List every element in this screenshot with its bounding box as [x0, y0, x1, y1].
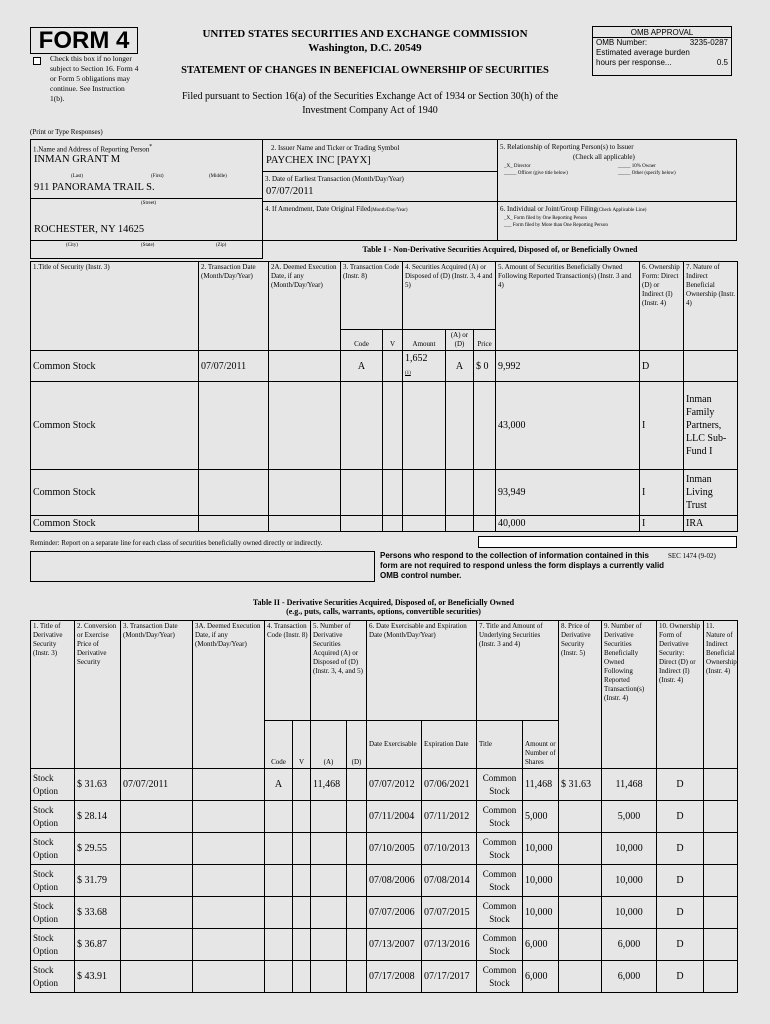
t1-amount: Amount — [403, 330, 446, 351]
t2-v-value — [293, 961, 311, 993]
t2-expiration-value: 07/06/2021 — [422, 769, 477, 801]
issuer-label: 2. Issuer Name and Ticker or Trading Symbol — [271, 144, 400, 152]
t2-h7: 7. Title and Amount of Underlying Securities (Instr. 3 and 4) — [477, 621, 559, 721]
t2-a-value — [311, 929, 347, 961]
issuer-name[interactable]: PAYCHEX INC [PAYX] — [266, 155, 371, 166]
t2-expiration-value: 07/11/2012 — [422, 801, 477, 833]
t2-a: (A) — [311, 721, 347, 769]
t2-title-value: Stock Option — [31, 769, 75, 801]
t2-title-value: Stock Option — [31, 961, 75, 993]
table-row — [31, 769, 738, 801]
t2-form-value: D — [657, 929, 704, 961]
issuer-box — [263, 139, 498, 172]
street-label: (Street) — [141, 201, 156, 206]
t1-h2a: 2A. Deemed Execution Date, if any (Month/Day/Year) — [269, 262, 341, 351]
t2-a-value — [311, 897, 347, 929]
t1-code-value: A — [341, 351, 383, 382]
t1-h2: 2. Transaction Date (Month/Day/Year) — [199, 262, 269, 351]
t2-amount-value: 11,468 — [523, 769, 559, 801]
exempt-text: Check this box if no longer subject to Section 16. Form 4 or Form 5 obligations may continue. See Instruction 1(b). — [50, 54, 139, 103]
t2-h3: 3. Transaction Date (Month/Day/Year) — [121, 621, 193, 769]
t2-code-value — [265, 833, 293, 865]
first-label: (First) — [151, 174, 164, 179]
t2-v-value — [293, 897, 311, 929]
table-row — [31, 801, 738, 833]
t2-d-value — [347, 769, 367, 801]
form-title: FORM 4 — [30, 27, 138, 54]
t1-h6: 6. Ownership Form: Direct (D) or Indirect (I) (Instr. 4) — [640, 262, 684, 351]
t2-exercisable-value: 07/10/2005 — [367, 833, 422, 865]
t2-conv-value: $ 28.14 — [75, 801, 121, 833]
t2-owned-value: 5,000 — [602, 801, 657, 833]
t2-d-value — [347, 897, 367, 929]
state-label: (State) — [141, 243, 155, 248]
t2-owned-value: 6,000 — [602, 961, 657, 993]
t2-code-value — [265, 929, 293, 961]
t1-form-value: I — [640, 516, 684, 532]
t2-exercisable-value: 07/13/2007 — [367, 929, 422, 961]
t2-deemed-value — [193, 897, 265, 929]
table-row — [31, 516, 738, 532]
t2-exercisable-value: 07/08/2006 — [367, 865, 422, 897]
t2-expiration-value: 07/07/2015 — [422, 897, 477, 929]
t2-code-value — [265, 961, 293, 993]
t2-title-value: Stock Option — [31, 865, 75, 897]
omb-title: OMB APPROVAL — [593, 27, 731, 38]
t1-nature-value: Inman Family Partners, LLC Sub-Fund I — [684, 382, 738, 470]
t2-v-value — [293, 801, 311, 833]
t2-h4: 4. Transaction Code (Instr. 8) — [265, 621, 311, 721]
t1-owned-value: 9,992 — [496, 351, 640, 382]
t1-nature-value — [684, 351, 738, 382]
statement-title: STATEMENT OF CHANGES IN BENEFICIAL OWNERSHIP OF SECURITIES — [181, 65, 549, 76]
t2-a-value — [311, 865, 347, 897]
omb-hours-label: hours per response... — [596, 58, 672, 67]
t2-a-value — [311, 801, 347, 833]
t2-conv-value: $ 31.79 — [75, 865, 121, 897]
table-row — [31, 833, 738, 865]
t2-price-value — [559, 961, 602, 993]
footnote-link[interactable]: (1) — [405, 371, 411, 376]
t2-expiration-value: 07/10/2013 — [422, 833, 477, 865]
middle-label: (Middle) — [209, 174, 227, 179]
t1-form-value: I — [640, 382, 684, 470]
earliest-transaction-date[interactable]: 07/07/2011 — [266, 186, 314, 197]
omb-approval-box — [592, 26, 732, 76]
t2-exercisable-value: 07/11/2004 — [367, 801, 422, 833]
t2-deemed-value — [193, 833, 265, 865]
omb-hours-value: 0.5 — [716, 58, 728, 67]
table2-title-line: Table II - Derivative Securities Acquired, Disposed of, or Beneficially Owned — [252, 598, 515, 607]
t2-h9: 9. Number of Derivative Securities Beneficially Owned Following Reported Transaction(s) (Instr. 4) — [602, 621, 657, 769]
t2-conv-value: $ 43.91 — [75, 961, 121, 993]
t2-code-value — [265, 865, 293, 897]
t2-code: Code — [265, 721, 293, 769]
table-row — [31, 929, 738, 961]
reporting-person-box — [30, 139, 263, 241]
t2-h2: 2. Conversion or Exercise Price of Derivative Security — [75, 621, 121, 769]
ten-percent-owner-option[interactable]: _____ 10% Owner — [618, 164, 656, 169]
reminder-blank-box — [478, 536, 737, 548]
t2-date-value — [121, 929, 193, 961]
t2-a-value — [311, 833, 347, 865]
t1-security: Common Stock — [31, 470, 199, 516]
table2-derivative — [30, 620, 738, 993]
t2-amount-value: 6,000 — [523, 929, 559, 961]
t1-security: Common Stock — [31, 382, 199, 470]
t1-h1: 1.Title of Security (Instr. 3) — [31, 262, 199, 351]
t2-form-value: D — [657, 865, 704, 897]
t1-v-value — [383, 351, 403, 382]
table2-header-row — [31, 621, 738, 721]
table1-title: Table I - Non-Derivative Securities Acquired, Disposed of, or Beneficially Owned — [362, 245, 638, 254]
t2-exercisable-value: 07/07/2012 — [367, 769, 422, 801]
t1-price: Price — [474, 330, 496, 351]
t2-v-value — [293, 865, 311, 897]
omb-number-label: OMB Number: — [596, 38, 648, 47]
t2-date-value — [121, 961, 193, 993]
t2-underlying-value: Common Stock — [477, 801, 523, 833]
t1-v: V — [383, 330, 403, 351]
t1-form-value: I — [640, 470, 684, 516]
agency-name: UNITED STATES SECURITIES AND EXCHANGE COMMISSION — [202, 28, 528, 40]
t2-form-value: D — [657, 801, 704, 833]
t2-nature-value — [704, 929, 738, 961]
t2-date-value — [121, 865, 193, 897]
t1-nature-value: IRA — [684, 516, 738, 532]
t2-expiration-value: 07/17/2017 — [422, 961, 477, 993]
t2-deemed-value — [193, 929, 265, 961]
t2-d: (D) — [347, 721, 367, 769]
t1-h7: 7. Nature of Indirect Beneficial Ownership (Instr. 4) — [684, 262, 738, 351]
t2-a-value — [311, 961, 347, 993]
t2-h1: 1. Title of Derivative Security (Instr. 3) — [31, 621, 75, 769]
earliest-transaction-label: 3. Date of Earliest Transaction (Month/Day/Year) — [265, 175, 404, 183]
t2-title-value: Stock Option — [31, 801, 75, 833]
table2-subtitle: (e.g., puts, calls, warrants, options, convertible securities) — [286, 607, 481, 616]
t2-form-value: D — [657, 897, 704, 929]
more-persons-option[interactable]: ___ Form filed by More than One Reporting Person — [504, 223, 608, 228]
t1-nature-value: Inman Living Trust — [684, 470, 738, 516]
t2-deemed-value — [193, 801, 265, 833]
omb-number-value: 3235-0287 — [689, 38, 728, 47]
check-all-label: (Check all applicable) — [573, 153, 635, 161]
relationship-box — [498, 139, 737, 202]
t2-amount-value: 5,000 — [523, 801, 559, 833]
t2-price-value — [559, 929, 602, 961]
t2-conv-value: $ 36.87 — [75, 929, 121, 961]
t2-date-value — [121, 801, 193, 833]
filing-type-box — [498, 202, 737, 241]
table-row — [31, 961, 738, 993]
t2-underlying-value: Common Stock — [477, 769, 523, 801]
one-person-option[interactable]: _X_ Form filed by One Reporting Person — [504, 216, 588, 221]
t2-v-value — [293, 929, 311, 961]
t2-expiration-value: 07/13/2016 — [422, 929, 477, 961]
filed-line-1: Filed pursuant to Section 16(a) of the Securities Exchange Act of 1934 or Section 30(h) of the — [181, 91, 559, 102]
t2-title-value: Stock Option — [31, 897, 75, 929]
t2-price-value — [559, 865, 602, 897]
city-state-zip-labels — [30, 241, 263, 259]
t2-owned-value: 10,000 — [602, 833, 657, 865]
t2-code-value: A — [265, 769, 293, 801]
t2-conv-value: $ 31.63 — [75, 769, 121, 801]
t2-owned-value: 11,468 — [602, 769, 657, 801]
t2-d-value — [347, 961, 367, 993]
t2-amount-value: 6,000 — [523, 961, 559, 993]
t2-code-value — [265, 897, 293, 929]
omb-hours-row — [593, 58, 731, 68]
t2-exercisable-value: 07/17/2008 — [367, 961, 422, 993]
t2-h11: 11. Nature of Indirect Beneficial Ownership (Instr. 4) — [704, 621, 738, 769]
t2-nature-value — [704, 833, 738, 865]
t2-deemed-value — [193, 769, 265, 801]
officer-option[interactable]: _____ Officer (give title below) — [504, 171, 568, 176]
t2-exercisable-value: 07/07/2006 — [367, 897, 422, 929]
t2-underlying-value: Common Stock — [477, 833, 523, 865]
agency-location: Washington, D.C. 20549 — [308, 42, 422, 54]
amendment-label: 4. If Amendment, Date Original Filed(Month/Day/Year) — [265, 205, 408, 213]
street-address[interactable]: 911 PANORAMA TRAIL S. — [34, 182, 155, 193]
t2-code-value — [265, 801, 293, 833]
table1-non-derivative — [30, 261, 738, 532]
t1-aord-value: A — [446, 351, 474, 382]
t2-conv-value: $ 29.55 — [75, 833, 121, 865]
t2-form-value: D — [657, 833, 704, 865]
t2-a-value: 11,468 — [311, 769, 347, 801]
t2-d-value — [347, 801, 367, 833]
t2-v: V — [293, 721, 311, 769]
t2-date-ex: Date Exercisable — [367, 721, 422, 769]
t2-v-value — [293, 769, 311, 801]
t2-h10: 10. Ownership Form of Derivative Security: Direct (D) or Indirect (I) (Instr. 4) — [657, 621, 704, 769]
t2-exp: Expiration Date — [422, 721, 477, 769]
t2-owned-value: 10,000 — [602, 865, 657, 897]
t1-owned-value: 93,949 — [496, 470, 640, 516]
t1-owned-value: 43,000 — [496, 382, 640, 470]
exempt-checkbox[interactable] — [33, 57, 41, 65]
table-row — [31, 865, 738, 897]
t2-v-value — [293, 833, 311, 865]
reminder-text: Reminder: Report on a separate line for each class of securities beneficially owned directly or indirectly. — [30, 539, 323, 547]
t1-amount-value: 1,652 (1) — [403, 351, 446, 382]
t1-price-value: $ 0 — [474, 351, 496, 382]
earliest-transaction-box — [263, 172, 498, 202]
t2-nature-value — [704, 801, 738, 833]
t1-date: 07/07/2011 — [199, 351, 269, 382]
t2-form-value: D — [657, 769, 704, 801]
other-option[interactable]: _____ Other (specify below) — [618, 171, 676, 176]
t2-form-value: D — [657, 961, 704, 993]
t1-aord: (A) or (D) — [446, 330, 474, 351]
sec-number: SEC 1474 (9-02) — [668, 552, 716, 560]
table-row — [31, 470, 738, 516]
t2-deemed-value — [193, 961, 265, 993]
t2-h8: 8. Price of Derivative Security (Instr. 5) — [559, 621, 602, 769]
table1-header-row — [31, 262, 738, 330]
t2-nature-value — [704, 897, 738, 929]
table2-title — [30, 598, 737, 616]
city-state-zip[interactable]: ROCHESTER, NY 14625 — [34, 224, 145, 235]
t2-nature-value — [704, 769, 738, 801]
t1-h4: 4. Securities Acquired (A) or Disposed of (D) (Instr. 3, 4 and 5) — [403, 262, 496, 330]
t2-underlying-value: Common Stock — [477, 961, 523, 993]
reminder-empty-box — [30, 551, 375, 582]
t1-h3: 3. Transaction Code (Instr. 8) — [341, 262, 403, 330]
omb-burden-label: Estimated average burden — [596, 48, 690, 57]
filed-line-2: Investment Company Act of 1940 — [302, 105, 438, 116]
t2-d-value — [347, 929, 367, 961]
filing-type-label: 6. Individual or Joint/Group Filing(Check Applicable Line) — [500, 205, 647, 213]
print-type-note: (Print or Type Responses) — [30, 128, 103, 136]
director-option[interactable]: _X_ Director — [504, 164, 531, 169]
table-row — [31, 351, 738, 382]
t1-owned-value: 40,000 — [496, 516, 640, 532]
t2-deemed-value — [193, 865, 265, 897]
t1-security: Common Stock — [31, 351, 199, 382]
zip-label: (Zip) — [216, 243, 227, 248]
t2-amount-value: 10,000 — [523, 865, 559, 897]
t2-amount-value: 10,000 — [523, 833, 559, 865]
t2-price-value: $ 31.63 — [559, 769, 602, 801]
agency-heading — [175, 27, 555, 55]
filed-pursuant — [150, 90, 590, 118]
t2-d-value — [347, 833, 367, 865]
last-label: (Last) — [71, 174, 83, 179]
t2-amount: Amount or Number of Shares — [523, 721, 559, 769]
omb-persons-notice: Persons who respond to the collection of information contained in this form are not required to respond unless the form displays a currently valid OMB control number. — [380, 551, 665, 580]
table-row — [31, 382, 738, 470]
reporting-person-label: 1.Name and Address of Reporting Person* — [33, 144, 153, 154]
t2-title: Title — [477, 721, 523, 769]
t2-underlying-value: Common Stock — [477, 897, 523, 929]
t2-title-value: Stock Option — [31, 929, 75, 961]
table-row — [31, 897, 738, 929]
table2-body — [31, 769, 738, 993]
t1-h5: 5. Amount of Securities Beneficially Owned Following Reported Transaction(s) (Instr. 3 and 4) — [496, 262, 640, 351]
t2-price-value — [559, 897, 602, 929]
t2-expiration-value: 07/08/2014 — [422, 865, 477, 897]
t2-d-value — [347, 865, 367, 897]
t1-form-value: D — [640, 351, 684, 382]
t2-title-value: Stock Option — [31, 833, 75, 865]
t1-deemed — [269, 351, 341, 382]
amendment-box — [263, 202, 498, 241]
t2-amount-value: 10,000 — [523, 897, 559, 929]
city-label: (City) — [66, 243, 78, 248]
t2-date-value — [121, 897, 193, 929]
t2-date-value: 07/07/2011 — [121, 769, 193, 801]
t2-nature-value — [704, 961, 738, 993]
t2-price-value — [559, 833, 602, 865]
t2-conv-value: $ 33.68 — [75, 897, 121, 929]
reporting-person-name[interactable]: INMAN GRANT M — [34, 154, 121, 165]
t2-date-value — [121, 833, 193, 865]
omb-burden-row — [593, 48, 731, 58]
t2-underlying-value: Common Stock — [477, 929, 523, 961]
t2-h3a: 3A. Deemed Execution Date, if any (Month/Day/Year) — [193, 621, 265, 769]
relationship-label: 5. Relationship of Reporting Person(s) to Issuer — [500, 143, 634, 151]
t2-price-value — [559, 801, 602, 833]
omb-number-row — [593, 38, 731, 48]
t1-security: Common Stock — [31, 516, 199, 532]
t2-nature-value — [704, 865, 738, 897]
t1-code: Code — [341, 330, 383, 351]
t2-underlying-value: Common Stock — [477, 865, 523, 897]
t2-h5: 5. Number of Derivative Securities Acquired (A) or Disposed of (D) (Instr. 3, 4, and 5) — [311, 621, 367, 721]
t2-h6: 6. Date Exercisable and Expiration Date (Month/Day/Year) — [367, 621, 477, 721]
t2-owned-value: 10,000 — [602, 897, 657, 929]
t2-owned-value: 6,000 — [602, 929, 657, 961]
